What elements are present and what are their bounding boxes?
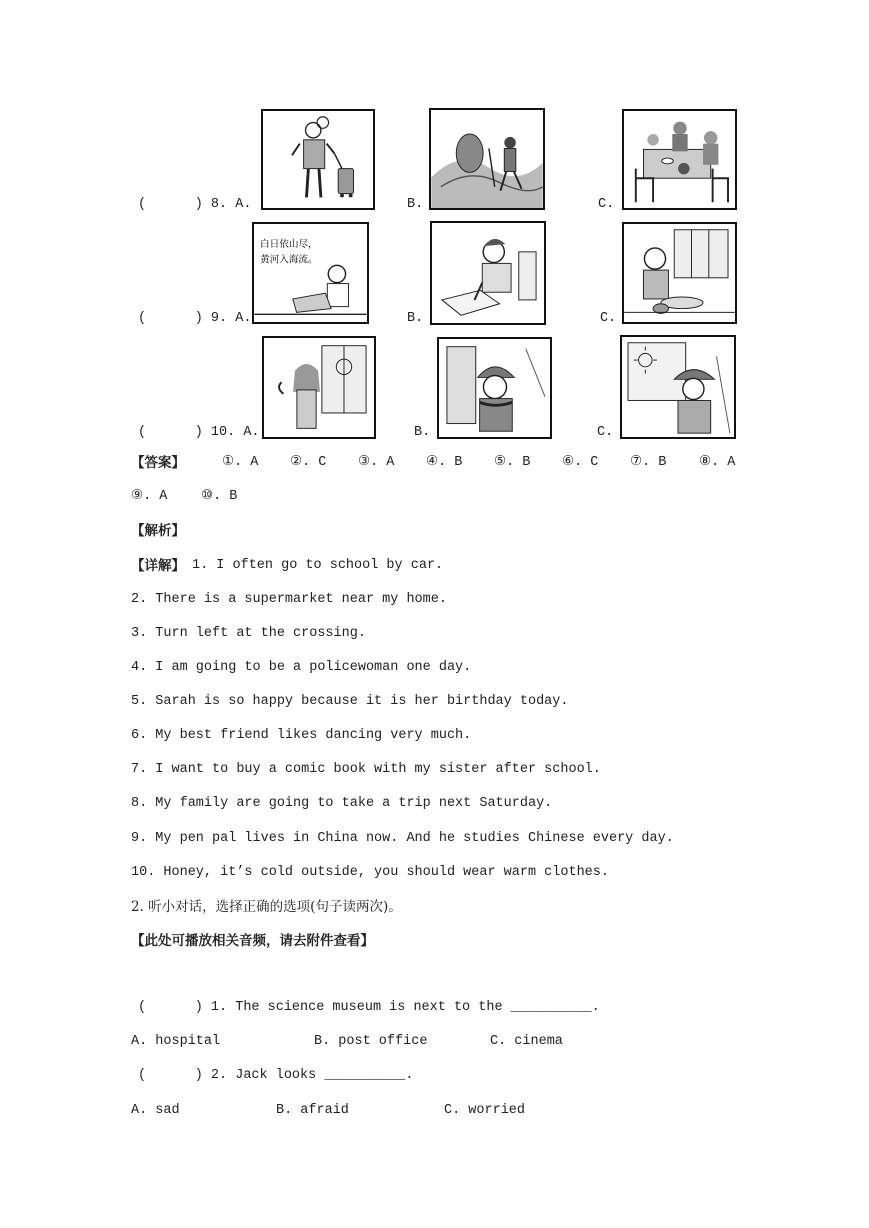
- answer-item-8: ⑧. A: [699, 455, 736, 470]
- q8-option-c-label: C.: [598, 197, 615, 212]
- traveler-with-child-illustration: [263, 111, 373, 208]
- girl-at-sunny-window-illustration: [622, 337, 734, 437]
- section-2-title: 2. 听小对话，选择正确的选项(句子读两次)。: [131, 899, 402, 915]
- family-dinner-illustration: [624, 111, 735, 208]
- answer-item-4: ④. B: [426, 455, 463, 470]
- audio-note[interactable]: 【此处可播放相关音频，请去附件查看】: [131, 933, 374, 949]
- transcript-line-3: 3. Turn left at the crossing.: [131, 626, 366, 641]
- q10-option-b-label: B.: [414, 425, 431, 440]
- question-1-stem: ( ) 1. The science museum is next to the __________.: [138, 1000, 600, 1015]
- q9-option-b-image[interactable]: [430, 221, 546, 325]
- detail-heading: 【详解】: [131, 558, 185, 574]
- transcript-line-8: 8. My family are going to take a trip next Saturday.: [131, 796, 553, 811]
- answer-item-6: ⑥. C: [562, 455, 599, 470]
- q10-option-c-label: C.: [597, 425, 614, 440]
- girl-in-winter-clothes-illustration: [439, 339, 550, 437]
- answer-item-9: ⑨. A: [131, 489, 168, 504]
- transcript-line-1: 1. I often go to school by car.: [192, 558, 444, 573]
- q2-option-c[interactable]: C. worried: [444, 1103, 526, 1118]
- answer-item-3: ③. A: [358, 455, 395, 470]
- answer-item-7: ⑦. B: [630, 455, 667, 470]
- transcript-line-4: 4. I am going to be a policewoman one day.: [131, 660, 472, 675]
- q1-option-a[interactable]: A. hospital: [131, 1034, 221, 1049]
- poem-line-2: 黄河入海流。: [260, 254, 318, 266]
- q9-option-a-image[interactable]: [252, 222, 369, 324]
- q8-option-b-label: B.: [407, 197, 424, 212]
- q10-option-b-image[interactable]: [437, 337, 552, 439]
- poem-line-1: 白日依山尽，: [260, 239, 318, 251]
- answer-item-10: ⑩. B: [201, 489, 238, 504]
- question-9-label: ( ) 9. A.: [138, 311, 252, 326]
- question-10-label: ( ) 10. A.: [138, 425, 260, 440]
- q8-option-c-image[interactable]: [622, 109, 737, 210]
- answer-item-1: ①. A: [222, 455, 259, 470]
- hiking-illustration: [431, 110, 543, 208]
- question-2-stem: ( ) 2. Jack looks __________.: [138, 1068, 414, 1083]
- answer-item-2: ②. C: [290, 455, 327, 470]
- answer-heading: 【答案】: [131, 455, 185, 471]
- q2-option-b[interactable]: B. afraid: [276, 1103, 349, 1118]
- transcript-line-6: 6. My best friend likes dancing very much.: [131, 728, 472, 743]
- girl-by-window-illustration: [264, 338, 374, 437]
- q9-option-b-label: B.: [407, 311, 424, 326]
- q9-option-c-label: C.: [600, 311, 617, 326]
- boy-reading-poem-illustration: [254, 224, 367, 322]
- transcript-line-10: 10. Honey, it’s cold outside, you should wear warm clothes.: [131, 865, 609, 880]
- analysis-heading: 【解析】: [131, 523, 185, 539]
- answer-item-5: ⑤. B: [494, 455, 531, 470]
- q10-option-c-image[interactable]: [620, 335, 736, 439]
- q9-option-c-image[interactable]: [622, 222, 737, 324]
- q8-option-a-image[interactable]: [261, 109, 375, 210]
- transcript-line-5: 5. Sarah is so happy because it is her birthday today.: [131, 694, 569, 709]
- girl-eating-illustration: [624, 224, 735, 322]
- boy-writing-illustration: [432, 223, 544, 323]
- q8-option-b-image[interactable]: [429, 108, 545, 210]
- transcript-line-2: 2. There is a supermarket near my home.: [131, 592, 447, 607]
- q10-option-a-image[interactable]: [262, 336, 376, 439]
- transcript-line-7: 7. I want to buy a comic book with my sister after school.: [131, 762, 601, 777]
- q1-option-b[interactable]: B. post office: [314, 1034, 428, 1049]
- q1-option-c[interactable]: C. cinema: [490, 1034, 563, 1049]
- question-8-label: ( ) 8. A.: [138, 197, 252, 212]
- q2-option-a[interactable]: A. sad: [131, 1103, 180, 1118]
- transcript-line-9: 9. My pen pal lives in China now. And he studies Chinese every day.: [131, 831, 674, 846]
